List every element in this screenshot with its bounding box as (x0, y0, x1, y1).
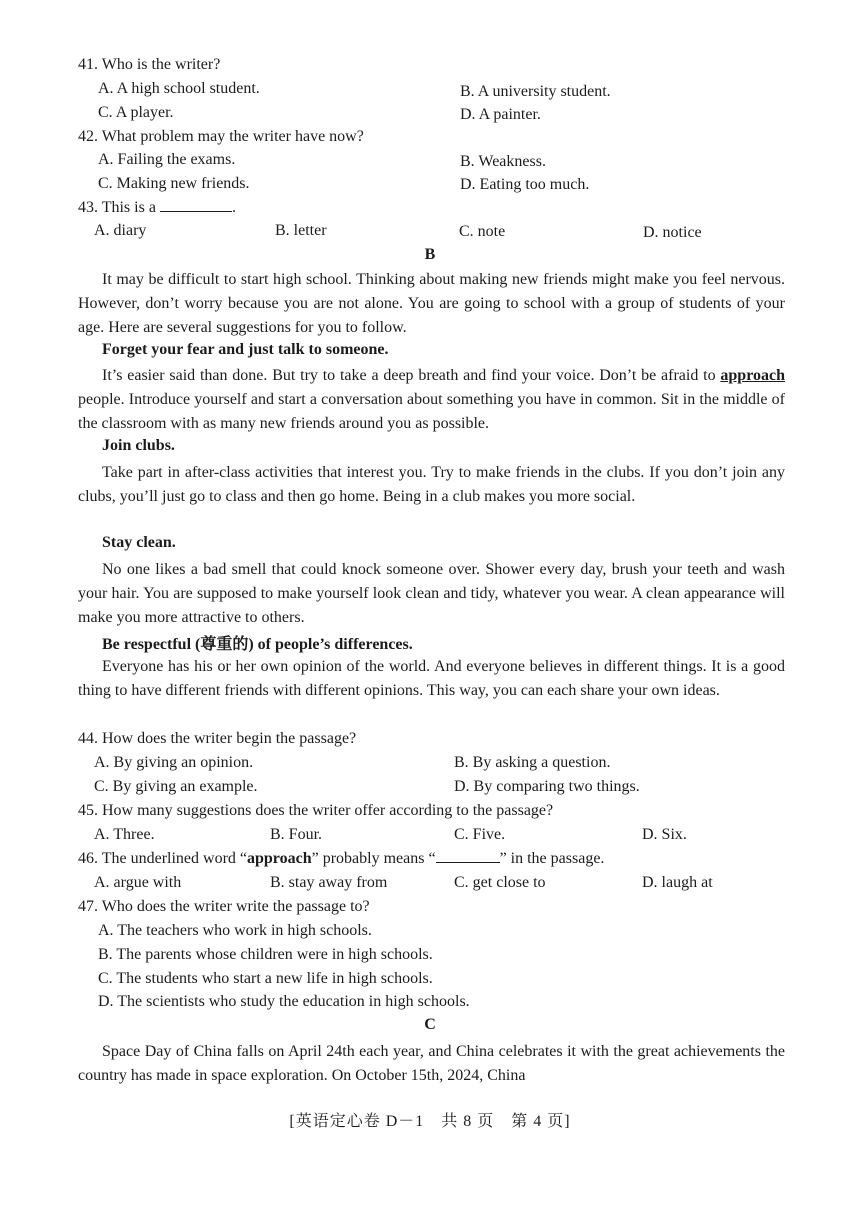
question-44-stem: 44. How does the writer begin the passage? (78, 730, 357, 747)
suggestion-heading-4: Be respectful (尊重的) of people’s differences. (102, 636, 413, 653)
answer-blank (160, 199, 232, 212)
question-44-option-b: B. By asking a question. (454, 754, 611, 771)
question-46-option-a: A. argue with (94, 874, 182, 891)
question-47-stem: 47. Who does the writer write the passage to? (78, 898, 370, 915)
question-47-option-c: C. The students who start a new life in high schools. (98, 970, 433, 987)
question-41-option-b: B. A university student. (460, 83, 611, 100)
question-46-option-c: C. get close to (454, 874, 546, 891)
question-43-option-c: C. note (459, 223, 506, 240)
question-43-stem-suffix: . (231, 199, 236, 216)
question-46-word: approach (247, 850, 312, 867)
passage-b-intro-text: It may be difficult to start high school. Thinking about making new friends might make you feel nervous. However, don’t worry because you are not alone. You are going to school with a group of students of your age. Here are several suggestions for you to follow. (78, 271, 785, 337)
suggestion-paragraph-2-text: Take part in after-class activities that interest you. Try to make friends in the clubs. If you don’t join any clubs, you’ll just go to class and then go home. Being in a club makes you more social. (78, 464, 785, 506)
suggestion-heading-3: Stay clean. (102, 534, 176, 551)
question-42-option-c: C. Making new friends. (98, 175, 250, 192)
question-41-option-a: A. A high school student. (98, 80, 260, 97)
section-b-title: B (424, 246, 436, 263)
question-41-option-c: C. A player. (98, 104, 174, 121)
paragraph-1-after: people. Introduce yourself and start a conversation about something you have in common. Sit in the middle of the classroom with as many new friends around you as possible. (78, 391, 785, 433)
question-46-option-d: D. laugh at (642, 874, 713, 891)
question-45-stem: 45. How many suggestions does the writer offer according to the passage? (78, 802, 554, 819)
question-45-option-c: C. Five. (454, 826, 506, 843)
question-46-option-b: B. stay away from (270, 874, 388, 891)
question-47-option-d: D. The scientists who study the education in high schools. (98, 993, 470, 1010)
question-47-option-b: B. The parents whose children were in high schools. (98, 946, 433, 963)
suggestion-paragraph-4 (78, 655, 785, 703)
question-42-option-b: B. Weakness. (460, 153, 546, 170)
suggestion-heading-2: Join clubs. (102, 437, 175, 454)
question-47-option-a: A. The teachers who work in high schools. (98, 922, 372, 939)
question-43-option-a: A. diary (94, 222, 147, 239)
question-43-stem (78, 199, 236, 217)
question-44-option-c: C. By giving an example. (94, 778, 258, 795)
page-footer: [英语定心卷 D－1 共 8 页 第 4 页] (289, 1113, 571, 1130)
question-41-option-d: D. A painter. (460, 106, 541, 123)
suggestion-heading-1: Forget your fear and just talk to someone. (102, 341, 389, 358)
question-43-option-d: D. notice (643, 224, 702, 241)
underlined-word-approach: approach (720, 367, 785, 384)
suggestion-paragraph-3 (78, 558, 785, 631)
question-45-option-a: A. Three. (94, 826, 155, 843)
answer-blank (436, 850, 500, 863)
section-c-title: C (424, 1016, 436, 1033)
paragraph-1-before: It’s easier said than done. But try to take a deep breath and find your voice. Don’t be afraid to (102, 367, 716, 384)
suggestion-paragraph-1 (78, 364, 785, 437)
question-44-option-d: D. By comparing two things. (454, 778, 640, 795)
passage-c (78, 1040, 785, 1088)
question-44-option-a: A. By giving an opinion. (94, 754, 254, 771)
question-45-option-d: D. Six. (642, 826, 687, 843)
suggestion-paragraph-4-text: Everyone has his or her own opinion of the world. And everyone believes in different things. It is a good thing to have different friends with different opinions. This way, you can each share your own ideas. (78, 658, 785, 700)
question-42-stem: 42. What problem may the writer have now? (78, 128, 364, 145)
question-46-stem-mid: ” probably means “ (311, 850, 436, 867)
question-46-stem-prefix: 46. The underlined word “ (78, 850, 247, 867)
passage-b-intro (78, 268, 785, 341)
suggestion-paragraph-3-text: No one likes a bad smell that could knock someone over. Shower every day, brush your teeth and wash your hair. You are supposed to make yourself look clean and tidy, whatever you wear. A clean appearance will make you more attractive to others. (78, 561, 785, 627)
question-46-stem-suffix: ” in the passage. (499, 850, 605, 867)
suggestion-paragraph-2 (78, 461, 785, 509)
question-45-option-b: B. Four. (270, 826, 323, 843)
question-46-stem (78, 850, 604, 868)
question-42-option-d: D. Eating too much. (460, 176, 590, 193)
question-41-stem: 41. Who is the writer? (78, 56, 221, 73)
passage-c-text: Space Day of China falls on April 24th each year, and China celebrates it with the great achievements the country has made in space exploration. On October 15th, 2024, China (78, 1043, 785, 1085)
question-42-option-a: A. Failing the exams. (98, 151, 236, 168)
question-43-stem-prefix: 43. This is a (78, 199, 156, 216)
suggestion-paragraph-1-text (78, 364, 785, 437)
question-43-option-b: B. letter (275, 222, 327, 239)
